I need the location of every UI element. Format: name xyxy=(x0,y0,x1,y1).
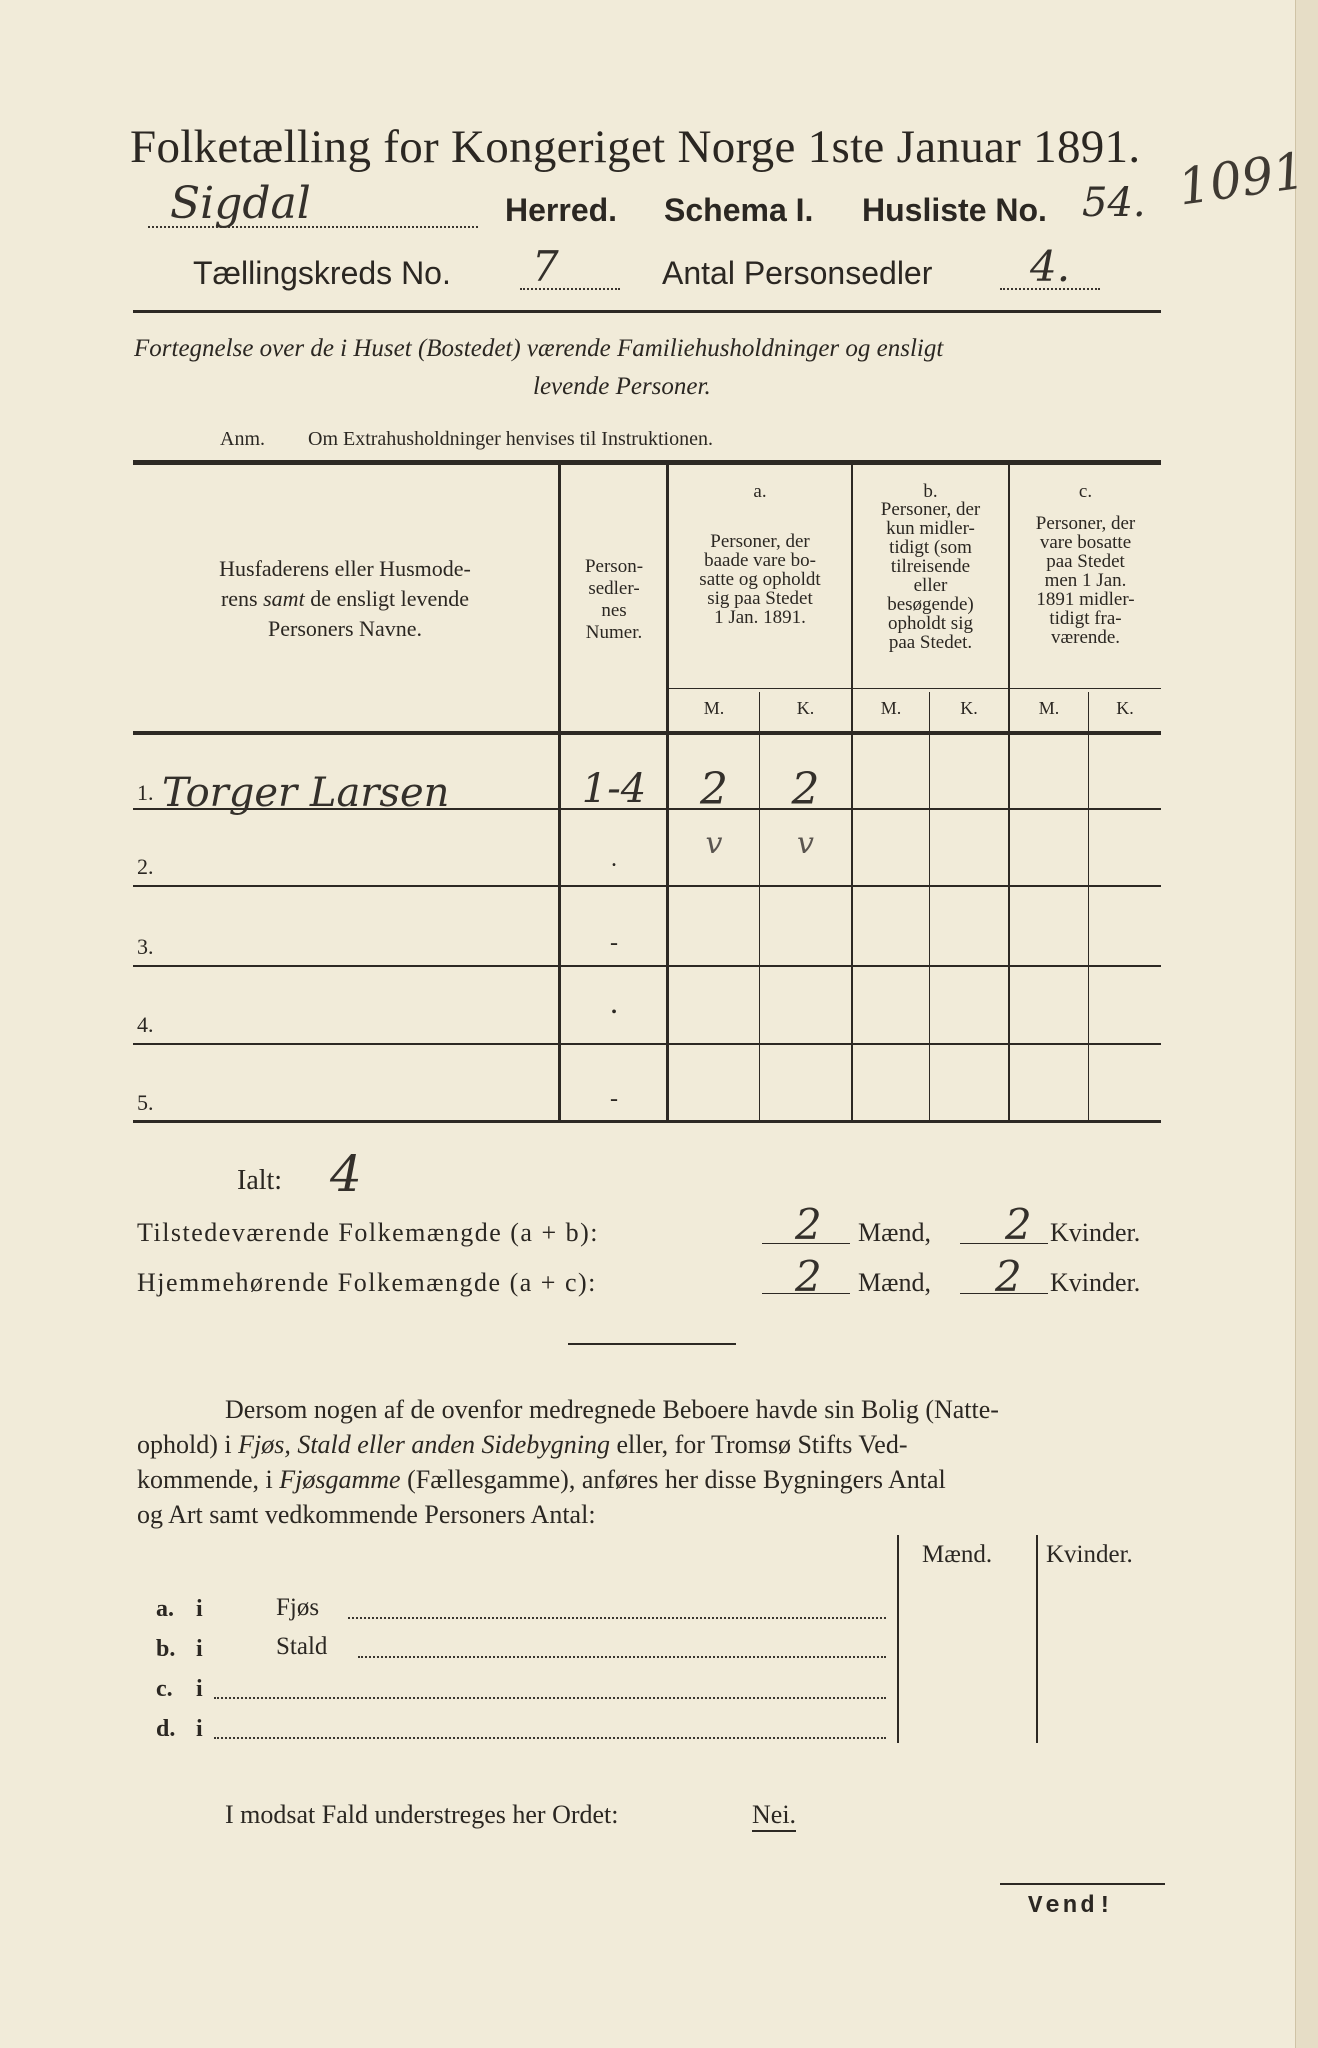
row-2-a-m: v xyxy=(705,826,723,861)
row-1-a-k: 2 xyxy=(791,764,820,815)
row-3-num: 3. xyxy=(137,934,154,959)
row-2-personsedler: . xyxy=(611,846,617,872)
hjemme-maend-label: Mænd, xyxy=(858,1268,931,1297)
para-line-2c: eller, for Tromsø Stifts Ved- xyxy=(610,1430,908,1459)
modsat-word: Nei. xyxy=(752,1800,796,1832)
table-header-rule xyxy=(133,731,1161,735)
bygning-divider-2 xyxy=(1036,1535,1038,1743)
table-bottom-rule xyxy=(133,1120,1161,1123)
ialt-label: Ialt: xyxy=(237,1165,283,1196)
col-b-header: Personer, der kun midler- tidigt (som tilreisende eller besøgende) opholdt sig paa Stedet. xyxy=(880,499,981,653)
kreds-label: Tællingskreds No. xyxy=(193,255,451,291)
bygning-d-dots xyxy=(214,1737,886,1739)
bygning-a-label: Fjøs xyxy=(276,1594,320,1621)
husliste-value: 54. xyxy=(1082,180,1146,226)
a-k-label: K. xyxy=(796,698,815,718)
hjemme-kvinder-value: 2 xyxy=(995,1252,1022,1301)
herred-label: Herred. xyxy=(505,192,618,228)
a-m-label: M. xyxy=(703,698,725,718)
antal-value: 4. xyxy=(1030,242,1071,291)
col-b-letter: b. xyxy=(923,481,938,502)
row-rule-3 xyxy=(133,965,1161,967)
bygning-a-i: i xyxy=(196,1596,203,1622)
schema-label: Schema I. xyxy=(664,192,814,228)
header-rule xyxy=(133,310,1161,313)
tilstede-kvinder-label: Kvinder. xyxy=(1050,1218,1141,1247)
kreds-value: 7 xyxy=(532,242,559,291)
col-a-letter: a. xyxy=(753,481,767,502)
row-2-num: 2. xyxy=(137,854,154,879)
herred-name: Sigdal xyxy=(170,178,311,229)
bygning-d-i: i xyxy=(196,1716,203,1742)
para-line-3a: kommende, i xyxy=(137,1465,280,1494)
row-2-a-k: v xyxy=(797,826,814,861)
col-c-header: Personer, der vare bosatte paa Stedet men 1 Jan. 1891 midler- tidigt fra- værende. xyxy=(1035,513,1136,648)
col-divider-name xyxy=(558,465,561,1120)
table-top-rule xyxy=(133,460,1161,465)
para-line-2a: ophold) i xyxy=(137,1430,239,1459)
col-a-header: Personer, der baade vare bo- satte og opholdt sig paa Stedet 1 Jan. 1891. xyxy=(699,531,821,628)
antal-label: Antal Personsedler xyxy=(662,255,933,291)
row-rule-2 xyxy=(133,885,1161,887)
bygning-c-letter: c. xyxy=(156,1676,173,1702)
husliste-label: Husliste No. xyxy=(862,192,1047,228)
para-line-3 xyxy=(137,1465,946,1495)
row-rule-4 xyxy=(133,1043,1161,1045)
bygning-kvinder-header: Kvinder. xyxy=(1046,1541,1133,1568)
row-1-a-m: 2 xyxy=(700,764,728,815)
para-line-3b: Fjøsgamme xyxy=(279,1465,401,1494)
row-4-personsedler: • xyxy=(611,1004,617,1021)
para-line-1: Dersom nogen af de ovenfor medregnede Beboere havde sin Bolig (Natte- xyxy=(225,1395,999,1424)
col-c-letter: c. xyxy=(1078,481,1093,502)
mk-rule xyxy=(669,688,1161,689)
bygning-c-dots xyxy=(214,1697,886,1699)
vend-rule xyxy=(1000,1883,1165,1885)
row-1-name: Torger Larsen xyxy=(162,770,450,816)
row-5-num: 5. xyxy=(137,1090,154,1115)
ialt-value: 4 xyxy=(330,1145,362,1203)
row-4-num: 4. xyxy=(137,1012,154,1037)
para-line-2b: Fjøs, Stald eller anden Sidebygning xyxy=(238,1430,610,1459)
page-edge xyxy=(1295,0,1318,2048)
b-k-label: K. xyxy=(960,698,978,718)
col-name-header-1: Husfaderens eller Husmode- xyxy=(219,556,471,581)
bygning-b-letter: b. xyxy=(156,1636,176,1662)
col-num-header: Person- sedler- nes Numer. xyxy=(584,556,644,643)
tilstede-kvinder-line xyxy=(960,1243,1048,1244)
para-line-2 xyxy=(137,1430,908,1460)
anm-label: Anm. xyxy=(220,428,265,450)
row-1-personsedler: 1-4 xyxy=(581,766,647,812)
bygning-maend-header: Mænd. xyxy=(922,1541,993,1568)
hjemme-kvinder-label: Kvinder. xyxy=(1050,1268,1141,1297)
bygning-divider-1 xyxy=(897,1535,899,1743)
para-line-4: og Art samt vedkommende Personers Antal: xyxy=(137,1500,596,1529)
b-m-label: M. xyxy=(880,698,902,718)
tilstede-kvinder-value: 2 xyxy=(1005,1200,1032,1249)
intro-line-2: levende Personer. xyxy=(533,373,711,400)
anm-text: Om Extrahusholdninger henvises til Instruktionen. xyxy=(308,428,713,450)
row-1-num: 1. xyxy=(137,780,154,805)
bygning-d-letter: d. xyxy=(156,1716,176,1742)
bygning-c-i: i xyxy=(196,1676,203,1702)
form-title: Folketælling for Kongeriget Norge 1ste Januar 1891. xyxy=(130,121,1141,173)
tilstede-maend-value: 2 xyxy=(795,1200,822,1249)
sub-divider-b xyxy=(929,692,930,1120)
intro-line-1: Fortegnelse over de i Huset (Bostedet) værende Familiehusholdninger og ensligt xyxy=(134,335,944,362)
bygning-a-dots xyxy=(348,1617,886,1619)
tilstede-label: Tilstedeværende Folkemængde (a + b): xyxy=(137,1218,599,1247)
row-3-personsedler: - xyxy=(610,930,618,956)
modsat-text: I modsat Fald understreges her Ordet: xyxy=(225,1800,619,1829)
bygning-b-dots xyxy=(358,1656,886,1658)
margin-note: 1091 xyxy=(1174,141,1309,217)
para-line-3c: (Fællesgamme), anføres her disse Bygningers Antal xyxy=(400,1465,946,1494)
row-5-personsedler: - xyxy=(610,1086,618,1112)
hjemme-maend-value: 2 xyxy=(795,1252,822,1301)
bygning-a-letter: a. xyxy=(156,1596,174,1622)
c-k-label: K. xyxy=(1116,698,1134,718)
bygning-b-label: Stald xyxy=(276,1633,328,1660)
section-divider xyxy=(568,1343,736,1345)
tilstede-maend-label: Mænd, xyxy=(858,1218,931,1247)
vend-label: Vend! xyxy=(1028,1893,1116,1920)
sub-divider-a xyxy=(759,692,760,1120)
col-name-header-2: rens samt de ensligt levende xyxy=(220,586,470,611)
sub-divider-c xyxy=(1088,692,1089,1120)
hjemme-label: Hjemmehørende Folkemængde (a + c): xyxy=(137,1268,597,1297)
col-name-header-3: Personers Navne. xyxy=(268,616,422,641)
bygning-b-i: i xyxy=(196,1636,203,1662)
c-m-label: M. xyxy=(1038,698,1060,718)
